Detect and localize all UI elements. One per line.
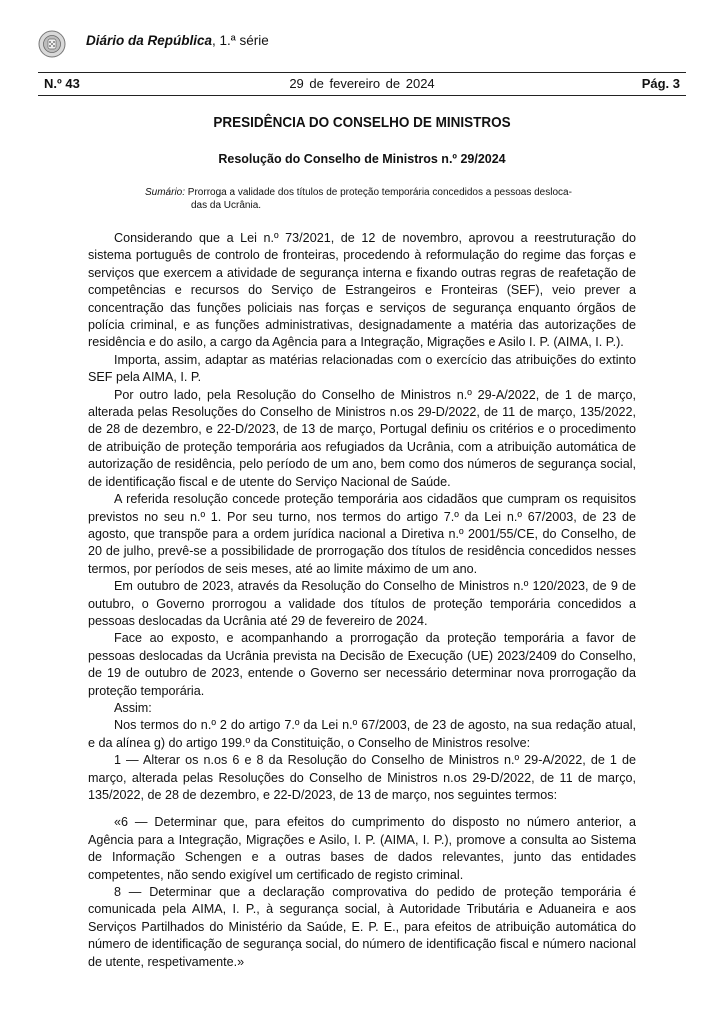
quoted-paragraph: 8 — Determinar que a declaração comprovativa do pedido de proteção temporária é comunicada pela AIMA, I. P., à segurança social, à Autoridade Tributária e Aduaneira e aos Serviços Partilhados do Ministério da Saúde, E. P. E., para efeitos de atribuição automática do número de identificação de segurança social, do número de identificação fiscal e número nacional de utente, respetivamente.» (88, 885, 636, 969)
journal-header (38, 24, 686, 64)
issue-number: N.º 43 (44, 76, 80, 91)
paragraph: Importa, assim, adaptar as matérias relacionadas com o exercício das atribuições do extinto SEF pela AIMA, I. P. (88, 352, 636, 385)
summary-label: Sumário: (145, 187, 186, 198)
paragraph: Assim: (114, 700, 152, 715)
journal-name: Diário da República (86, 33, 213, 48)
journal-series: , 1.ª série (212, 33, 269, 48)
document-body (88, 230, 636, 971)
paragraph: Em outubro de 2023, através da Resolução do Conselho de Ministros n.º 120/2023, de 9 de outubro, o Governo prorrogou a validade dos títulos de proteção temporária concedidos a pessoas deslocadas da Ucrânia até 29 de fevereiro de 2024. (88, 579, 636, 628)
summary-block (145, 187, 585, 212)
quoted-paragraph: «6 — Determinar que, para efeitos do cumprimento do disposto no número anterior, a Agência para a Integração, Migrações e Asilo, I. P. (AIMA, I. P.), promove a consulta ao Sistema de Informação Schengen e a outras bases de dados relevantes, junto das entidades competentes, não sendo exigível um certificado de registo criminal. (88, 815, 636, 882)
paragraph: 1 — Alterar os n.os 6 e 8 da Resolução do Conselho de Ministros n.º 29-A/2022, de 1 de março, alterada pelas Resoluções do Conselho de Ministros n.os 29-D/2022, de 11 de março, 135/2022, de 28 de dezembro, e 22-D/2023, de 13 de março, nos seguintes termos: (88, 753, 636, 802)
issue-date: 29 de fevereiro de 2024 (289, 76, 435, 91)
summary-text: Prorroga a validade dos títulos de proteção temporária concedidos a pessoas desloca-das da Ucrânia. (187, 187, 572, 211)
ministry-heading: PRESIDÊNCIA DO CONSELHO DE MINISTROS (213, 114, 511, 131)
republic-seal-icon (38, 30, 66, 58)
journal-title (86, 33, 269, 48)
paragraph: A referida resolução concede proteção temporária aos cidadãos que cumpram os requisitos previstos no seu n.º 1. Por seu turno, nos termos do artigo 7.º da Lei n.º 67/2003, de 23 de agosto, que transpõe para a ordem jurídica nacional a Diretiva n.º 2001/55/CE, do Conselho, de 20 de julho, prevê-se a possibilidade de prorrogação dos títulos de residência concedidos nesses termos, por períodos de seis meses, até ao limite máximo de um ano. (88, 492, 636, 576)
paragraph: Face ao exposto, e acompanhando a prorrogação da proteção temporária a favor de pessoas deslocadas da Ucrânia prevista na Decisão de Execução (UE) 2023/2409 do Conselho, de 19 de outubro de 2023, entende o Governo ser necessário determinar nova prorrogação da proteção temporária. (88, 631, 636, 698)
issue-bar (38, 72, 686, 96)
paragraph: Nos termos do n.º 2 do artigo 7.º da Lei n.º 67/2003, de 23 de agosto, na sua redação atual, e da alínea g) do artigo 199.º da Constituição, o Conselho de Ministros resolve: (88, 718, 636, 750)
paragraph: Considerando que a Lei n.º 73/2021, de 12 de novembro, aprovou a reestruturação do sistema português de controlo de fronteiras, procedendo à reformulação do regime das forças e serviços que exercem a atividade de segurança interna e fixando outras regras de reafetação de competências e recursos do Serviço de Estrangeiros e Fronteiras (SEF), veio prever a concentração das funções policiais nas forças e serviços de segurança enquanto órgãos de polícia criminal, e as funções administrativas, designadamente a matéria das autorizações de residência e do asilo, a cargo da Agência para a Integração, Migrações e Asilo I. P. (AIMA, I. P.). (88, 231, 636, 350)
page-number: Pág. 3 (641, 76, 680, 91)
paragraph: Por outro lado, pela Resolução do Conselho de Ministros n.º 29-A/2022, de 1 de março, alterada pelas Resoluções do Conselho de Ministros n.os 29-D/2022, de 11 de março, 135/2022, de 28 de dezembro, e 22-D/2023, de 13 de março, Portugal definiu os critérios e o procedimento de atribuição de proteção temporária aos refugiados da Ucrânia, com a atribuição automática de autorização de residência, pelo período de um ano, bem como dos números de segurança social, de identificação fiscal e de utente do Serviço Nacional de Saúde. (88, 387, 636, 489)
resolution-title: Resolução do Conselho de Ministros n.º 29/2024 (218, 152, 506, 166)
